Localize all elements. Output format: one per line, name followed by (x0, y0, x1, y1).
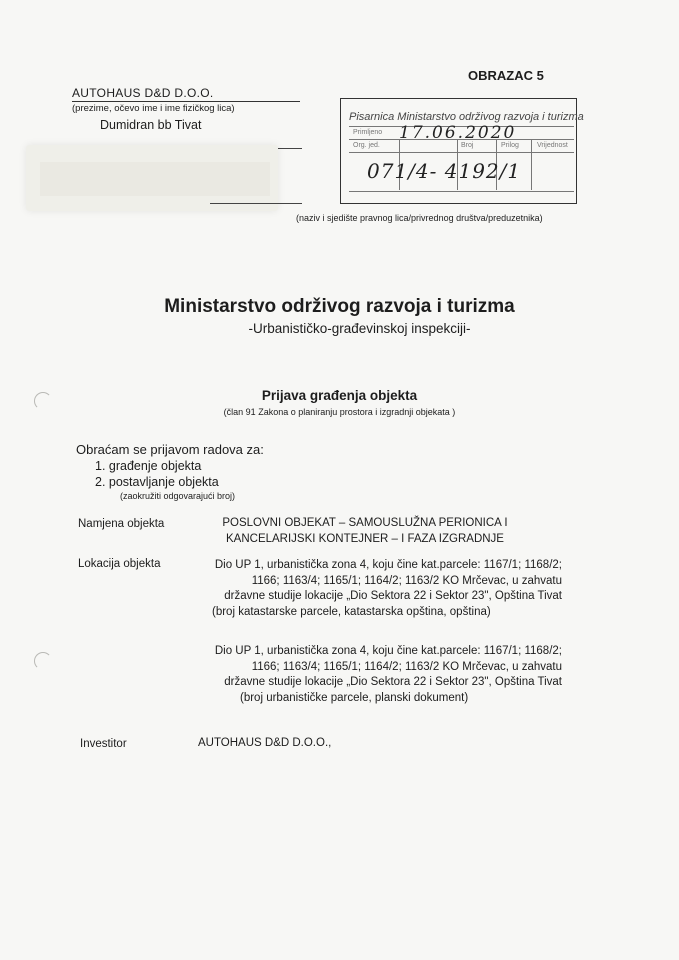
location-cadastral (200, 558, 580, 620)
purpose-value (200, 516, 530, 547)
stamp-divider (531, 140, 532, 190)
option-construction: 1. građenje objekta (95, 459, 202, 473)
location-label: Lokacija objekta (78, 558, 161, 570)
sender-name: AUTOHAUS D&D D.O.O. (72, 86, 300, 102)
purpose-line: KANCELARIJSKI KONTEJNER – I FAZA IZGRADNJE (226, 532, 504, 545)
location-line: državne studije lokacije „Dio Sektora 22 i Sektor 23", Opština Tivat (224, 590, 562, 602)
option-hint: (zaokružiti odgovarajući broj) (120, 491, 236, 501)
stamp-date: 17.06.2020 (399, 123, 517, 143)
purpose-line: POSLOVNI OBJEKAT – SAMOUSLUŽNA PERIONICA I (222, 517, 508, 529)
location-line: Dio UP 1, urbanistička zona 4, koju čine kat.parcele: 1167/1; 1168/2; (214, 559, 562, 571)
location-line: 1166; 1163/4; 1165/1; 1164/2; 1163/2 KO Mrčevac, u zahvatu (251, 660, 562, 673)
stamp-col-label: Primljeno (353, 129, 383, 136)
stamp-col-label: Prilog (501, 142, 519, 149)
location-line: državne studije lokacije „Dio Sektora 22 i Sektor 23", Opština Tivat (224, 676, 562, 688)
investor-value: AUTOHAUS D&D D.O.O., (198, 737, 332, 749)
address-line (210, 203, 302, 204)
stamp-col-label: Org. jed. (353, 142, 380, 149)
registry-stamp (340, 98, 584, 204)
correction-tape-strip (40, 162, 270, 196)
punch-hole (34, 652, 52, 670)
location-hint: (broj urbanističke parcele, planski dokument) (240, 691, 469, 704)
stamp-header: Pisarnica Ministarstvo održivog razvoja i turizma (349, 111, 584, 123)
ministry-title: Ministarstvo održivog razvoja i turizma (164, 296, 515, 317)
investor-label: Investitor (80, 738, 127, 750)
purpose-label: Namjena objekta (78, 518, 165, 530)
sender-caption: (prezime, očevo ime i ime fizičkog lica) (72, 103, 235, 114)
legal-basis: (član 91 Zakona o planiranju prostora i izgradnji objekata ) (223, 407, 456, 417)
stamp-col-label: Vrijednost (537, 142, 568, 149)
stamp-col-label: Broj (461, 142, 474, 149)
sender-address: Dumidran bb Tivat (100, 118, 202, 132)
inspection-subtitle: -Urbanističko-građevinskoj inspekciji- (248, 321, 471, 336)
document-title: Prijava građenja objekta (261, 388, 418, 403)
stamp-number: 071/4- 4192/1 (367, 159, 522, 183)
stamp-row (349, 191, 574, 192)
location-hint: (broj katastarske parcele, katastarska opština, opština) (212, 605, 491, 618)
form-label: OBRAZAC 5 (468, 68, 544, 83)
request-intro: Obraćam se prijavom radova za: (76, 442, 264, 457)
location-urban (200, 644, 580, 706)
location-line: 1166; 1163/4; 1165/1; 1164/2; 1163/2 KO Mrčevac, u zahvatu (251, 574, 562, 587)
option-placement: 2. postavljanje objekta (95, 475, 219, 489)
legal-entity-caption: (naziv i sjedište pravnog lica/privrednog društva/preduzetnika) (296, 213, 543, 223)
location-line: Dio UP 1, urbanistička zona 4, koju čine kat.parcele: 1167/1; 1168/2; (214, 645, 562, 657)
